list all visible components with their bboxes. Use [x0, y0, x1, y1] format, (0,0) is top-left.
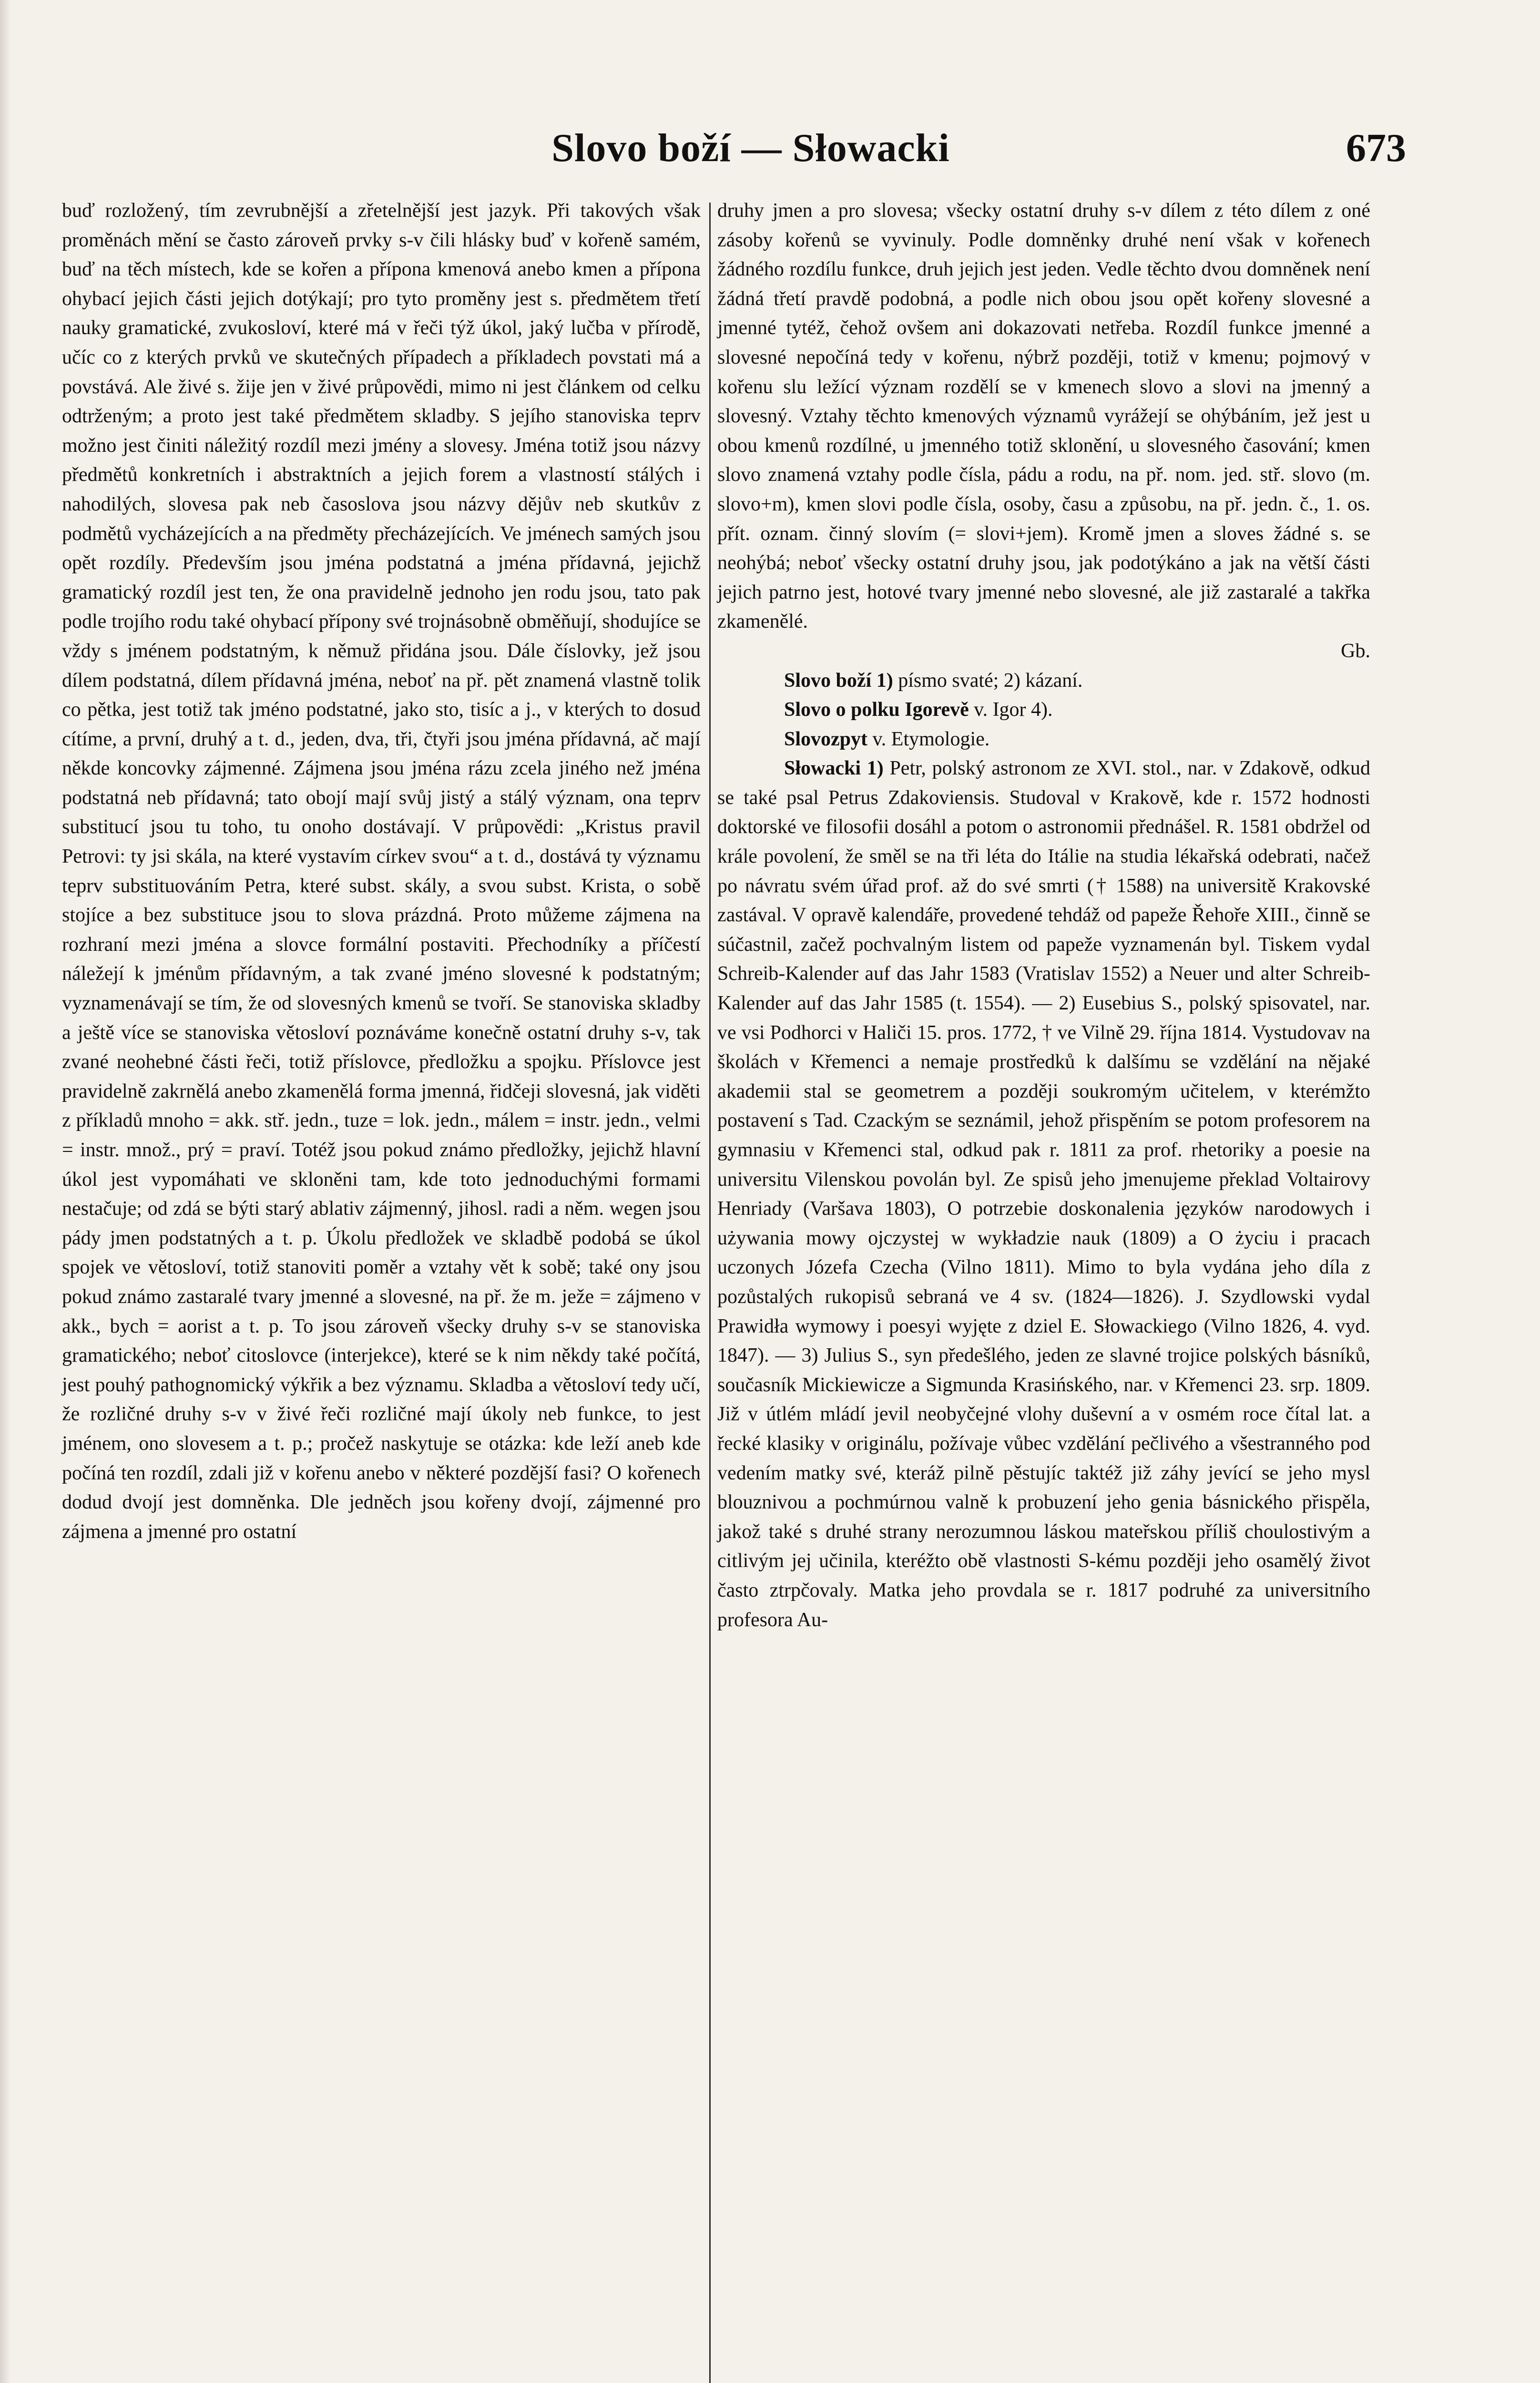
left-paragraph-1: buď rozložený, tím zevrubnější a zřetelnější jest jazyk. Při takových však proměnách mění se často zároveň prvky s-v čili hlásky buď v kořeně samém, buď na těch místech, kde se kořen a přípona kmenová anebo kmen a přípona ohybací jejich části jejich dotýkají; pro tyto proměny jest s. předmětem třetí nauky gramatické, zvukosloví, které má v řeči týž úkol, jaký lučba v přírodě, učíc co z kterých prvků ve skutečných případech a příkladech povstati má a povstává. Ale živé s. žije jen v živé průpovědi, mimo ni jest článkem od celku odtrženým; a proto jest také předmětem skladby. S jejího stanoviska teprv možno jest činiti náležitý rozdíl mezi jmény a slovesy. Jména totiž jsou názvy předmětů konkretních i abstraktních a jejich forem a vlastností stálých i nahodilých, slovesa pak neb časoslova jsou názvy dějův neb skutkův z podmětů vycházejících a na předměty přecházejících. Ve jménech samých jsou opět rozdíly. Především jsou jména podstatná a jména přídavná, jejichž gramatický rozdíl jest ten, že ona pravidelně jednoho jen rodu jsou, tato pak podle trojího rodu také ohybací přípony své trojnásobně obměňují, shodujíce se vždy s jménem podstatným, k němuž přidána jsou. Dále číslovky, jež jsou dílem podstatná, dílem přídavná jména, neboť na př. pět znamená vlastně tolik co pětka, jest totiž tak jméno podstatné, jako sto, tisíc a j., v kterých to dosud cítíme, a první, druhý a t. d., jeden, dva, tři, čtyři jsou jména přídavná, ač mají někde koncovky zájmenné. Zájmena jsou jména rázu zcela jiného než jména podstatná neb přídavná; tato obojí mají svůj jistý a stálý význam, ona teprv substitucí jsou tu toho, tu onoho dostávají. V průpovědi: „Kristus pravil Petrovi: ty jsi skála, na které vystavím církev svou“ a t. d., dostává ty významu teprv substituováním Petra, které subst. skály, a svou subst. Krista, o sobě stojíce a bez substituce jsou to slova prázdná. Proto můžeme zájmena na rozhraní mezi jména a slovce formální postaviti. Přechodníky a příčestí náležejí k jménům přídavným, a tak zvané jméno slovesné k podstatným; vyznamenávají se tím, že od slovesných kmenů se tvoří. Se stanoviska skladby a ještě více se stanoviska větosloví poznáváme konečně ostatní druhy s-v, tak zvané neohebné části řeči, totiž příslovce, předložku a spojku. Příslovce jest pravidelně zakrnělá anebo zkamenělá forma jmenná, řidčeji slovesná, jak viděti z příkladů mnoho = akk. stř. jedn., tuze = lok. jedn., málem = instr. jedn., velmi = instr. množ., prý = praví. Totéž jsou pokud známo předložky, jejichž hlavní úkol jest vypomáhati ve skloněni tam, kde toto jednoduchými formami nestačuje; od zdá se býti starý ablativ zájmenný, jihosl. radi a něm. wegen jsou pády jmen podstatných a t. p. Úkolu předložek ve skladbě podobá se úkol spojek ve větosloví, totiž stanoviti poměr a vztahy vět k sobě; také ony jsou pokud známo zastaralé tvary jmenné a slovesné, na př. že m. ježe = zájmeno v akk., bych = aorist a t. p. To jsou zároveň všecky druhy s-v se stanoviska gramatického; neboť citoslovce (interjekce), které se k nim někdy také počítá, jest pouhý pathognomický výkřik a bez významu. Skladba a větosloví tedy učí, že rozličné druhy s-v v živé řeči rozličné mají úkoly neb funkce, to jest jménem, ono slovesem a t. p.; pročež naskytuje se otázka: kde leží aneb kde počíná ten rozdíl, zdali již v kořenu anebo v některé pozdější fasi? O kořenech dodud dvojí jest domněnka. Dle jedněch jsou kořeny dvojí, zájmenné pro zájmena a jmenné pro ostatní: [62, 200, 701, 1543]
entry-text: písmo svaté; 2) kázaní.: [898, 669, 1083, 692]
entry-head: Słowacki 1): [784, 757, 884, 780]
entry-slovo-bozi: [717, 666, 1370, 696]
right-column: [717, 196, 1370, 1635]
author-signature: Gb.: [1341, 640, 1370, 662]
left-column: [62, 196, 701, 1547]
entry-slovozpyt: [717, 725, 1370, 754]
right-paragraph-1: druhy jmen a pro slovesa; všecky ostatní druhy s-v dílem z této dílem z oné zásoby kořenů se vyvinuly. Podle domněnky druhé není však v kořenech žádného rozdílu funkce, druh jejich jest jeden. Vedle těchto dvou domněnek není žádná třetí pravdě podobná, a podle nich obou jsou opět kořeny slovesné a jmenné tytéž, čehož ovšem ani dokazovati netřeba. Rozdíl funkce jmenné a slovesné nepočíná tedy v kořenu, nýbrž později, totiž v kmenu; pojmový v kořenu slu ležící význam rozdělí se v kmenech slovo a slovi na jmenný a slovesný. Vztahy těchto kmenových významů vyrážejí se ohýbáním, jež jest u obou kmenů rozdílné, u jmenného totiž sklonění, u slovesného časování; kmen slovo znamená vztahy podle čísla, pádu a rodu, na př. nom. jed. stř. slovo (m. slovo+m), kmen slovi podle čísla, osoby, času a způsobu, na př. jedn. č., 1. os. přít. oznam. činný slovím (= slovi+jem). Kromě jmen a sloves žádné s. se neohýbá; neboť všecky ostatní druhy jsou, jak podotýkáno a jak na větší části jejich patrno jest, hotové tvary jmenné nebo slovesné, ale již zastaralé a takřka zkamenělé.: [717, 200, 1370, 633]
entry-head: Slovozpyt: [784, 728, 868, 750]
entry-head: Slovo o polku Igorevě: [784, 699, 969, 721]
entry-slovo-o-polku-igoreve: [717, 695, 1370, 725]
entry-text: v. Etymologie.: [872, 728, 990, 750]
entry-text: Petr, polský astronom ze XVI. stol., nar. v Zdakově, odkud se také psal Petrus Zdakoviensis. Studoval v Krakově, kde r. 1572 hodnosti doktorské ve filosofii dosáhl a potom o astronomii přednášel. R. 1581 obdržel od krále povolení, že směl se na tři léta do Itálie na studia lékařská odebrati, načež po návratu svém úřad prof. až do své smrti († 1588) na universitě Krakovské zastával. V opravě kalendáře, provedené tehdáž od papeže Řehoře XIII., činně se súčastnil, začež pochvalným listem od papeže vyznamenán byl. Tiskem vydal Schreib-Kalender auf das Jahr 1583 (Vratislav 1552) a Neuer und alter Schreib-Kalender auf das Jahr 1585 (t. 1554). — 2) Eusebius S., polský spisovatel, nar. ve vsi Podhorci v Haliči 15. pros. 1772, † ve Vilně 29. října 1814. Vystudovav na školách v Křemenci a nemaje prostředků k dalšímu se vzdělání na nějaké akademii stal se geometrem a později soukromým učitelem, v kterémžto postavení s Tad. Czackým se seznámil, jehož přispěním se potom profesorem na gymnasiu v Křemenci stal, odkud pak r. 1811 za prof. rhetoriky a poesie na universitu Vilenskou povolán byl. Ze spisů jeho jmenujeme překlad Voltairovy Henriady (Varšava 1803), O potrzebie doskonalenia języków narodowych i używania mowy ojczystej w wykładzie nauk (1809) a O życiu i pracach uczonych Józefa Czecha (Vilno 1811). Mimo to byla vydána jeho díla z pozůstalých rukopisů sebraná ve 4 sv. (1824—1826). J. Szydlowski vydal Prawidła wymowy i poesyi wyjęte z dziel E. Słowackiego (Vilno 1826, 4. vyd. 1847). — 3) Julius S., syn předešlého, jeden ze slavné trojice polských básníků, současník Mickiewicze a Sigmunda Krasińského, nar. v Křemenci 23. srp. 1809. Již v útlém mládí jevil neobyčejné vlohy duševní a v osmém roce čítal lat. a řecké klasiky v originálu, požívaje vůbec vzdělání pečlivého a všestranného pod vedením matky své, kteráž pilně pěstujíc taktéž již záhy jevící se jeho mysl blouznivou a pochmúrnou valně k probuzení jeho genia básnického přispěla, jakož také s druhé strany nerozumnou láskou mateřskou příliš choulostivým a citlivým jej učinila, kteréžto obě vlastnosti S-kému později jeho osamělý život často ztrpčovaly. Matka jeho provdala se r. 1817 podruhé za universitního profesora Au-: [717, 757, 1371, 1631]
page-header: [95, 125, 1406, 177]
entry-slowacki: [717, 754, 1370, 1635]
page-number: 673: [1346, 126, 1406, 170]
running-title: Slovo boží — Słowacki: [551, 126, 950, 170]
page-edge-shadow: [0, 0, 10, 2383]
column-divider: [709, 203, 711, 2383]
entry-text: v. Igor 4).: [974, 699, 1053, 721]
entry-head: Slovo boží 1): [784, 669, 893, 692]
